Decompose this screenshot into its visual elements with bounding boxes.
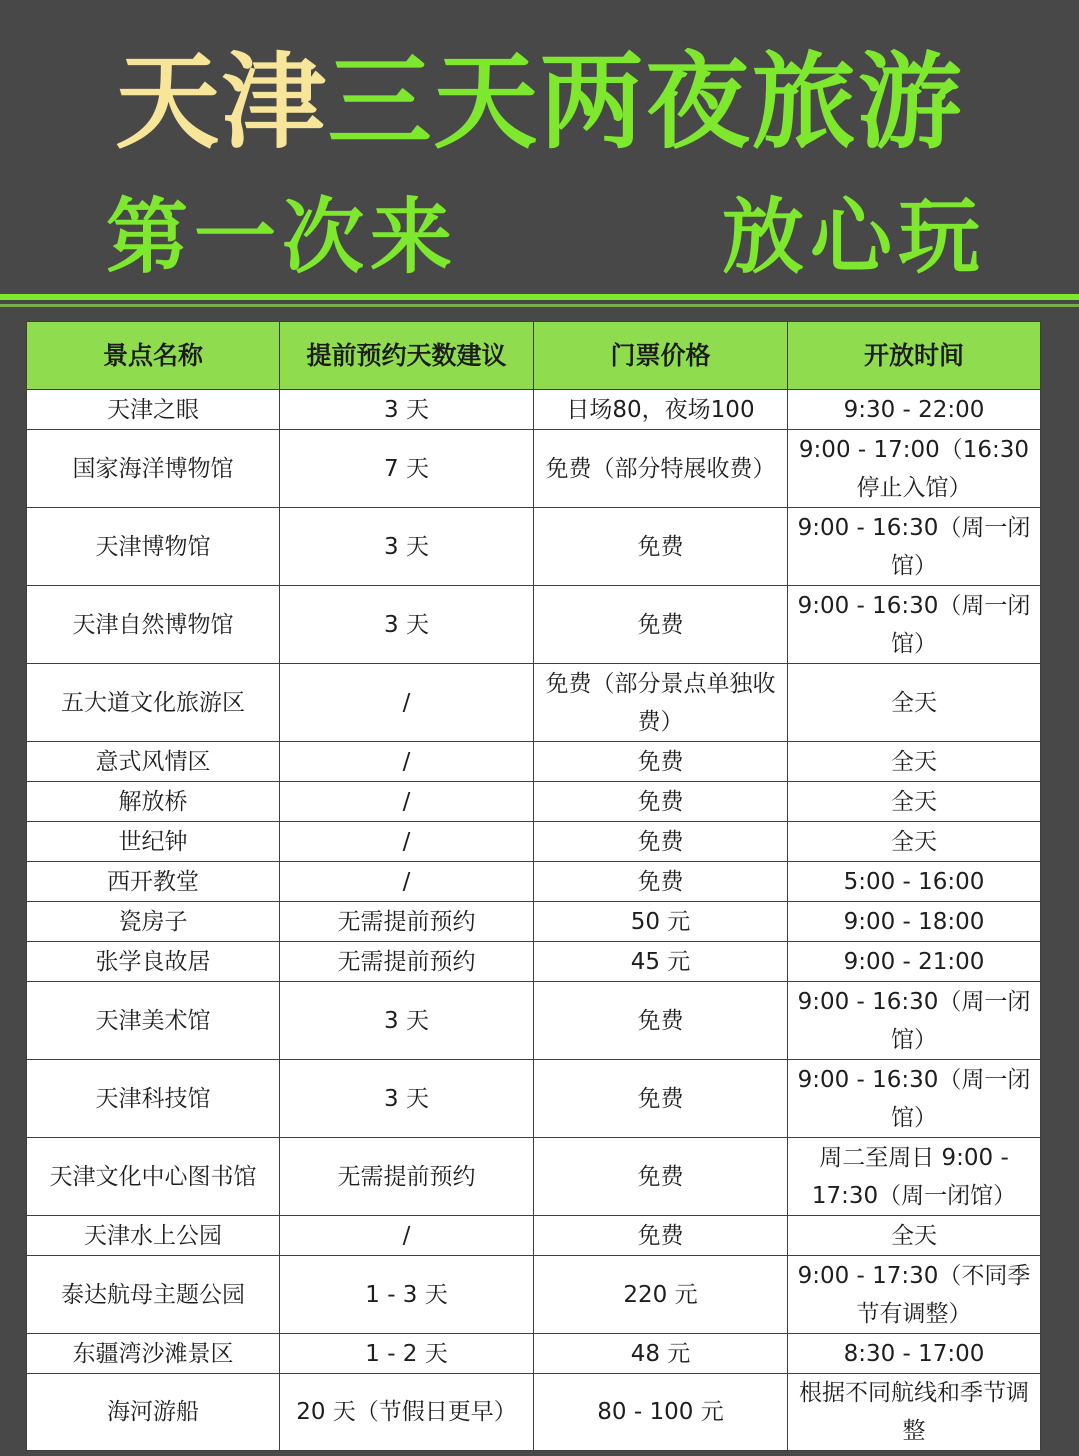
header-divider xyxy=(0,294,1079,300)
cell-booking: 3 天 xyxy=(280,508,534,586)
cell-booking: 1 - 2 天 xyxy=(280,1334,534,1374)
cell-name: 解放桥 xyxy=(27,782,280,822)
cell-price: 日场80，夜场100 xyxy=(534,390,788,430)
cell-name: 西开教堂 xyxy=(27,862,280,902)
table-row xyxy=(27,942,1041,982)
cell-booking: 20 天（节假日更早） xyxy=(280,1374,534,1451)
column-header-price: 门票价格 xyxy=(534,322,788,390)
cell-price: 免费（部分景点单独收费） xyxy=(534,664,788,742)
page-title xyxy=(0,42,1079,162)
cell-hours: 9:00 - 17:30（不同季节有调整） xyxy=(788,1256,1041,1334)
cell-price: 45 元 xyxy=(534,942,788,982)
cell-price: 免费 xyxy=(534,1216,788,1256)
cell-price: 免费 xyxy=(534,1138,788,1216)
table-row xyxy=(27,982,1041,1060)
table-row xyxy=(27,782,1041,822)
cell-booking: / xyxy=(280,742,534,782)
cell-price: 免费 xyxy=(534,1060,788,1138)
title-trip: 三天两夜旅游 xyxy=(327,41,964,163)
title-city: 天津 xyxy=(115,41,328,163)
cell-hours: 周二至周日 9:00 - 17:30（周一闭馆） xyxy=(788,1138,1041,1216)
cell-booking: / xyxy=(280,1216,534,1256)
table-row xyxy=(27,1374,1041,1451)
cell-price: 免费 xyxy=(534,508,788,586)
table-row xyxy=(27,1216,1041,1256)
table-row xyxy=(27,664,1041,742)
table-row xyxy=(27,430,1041,508)
column-header-booking: 提前预约天数建议 xyxy=(280,322,534,390)
cell-hours: 8:30 - 17:00 xyxy=(788,1334,1041,1374)
cell-name: 世纪钟 xyxy=(27,822,280,862)
table-row xyxy=(27,390,1041,430)
cell-hours: 9:00 - 18:00 xyxy=(788,902,1041,942)
attractions-table-container xyxy=(26,321,1040,1450)
cell-price: 50 元 xyxy=(534,902,788,942)
cell-price: 80 - 100 元 xyxy=(534,1374,788,1451)
cell-name: 张学良故居 xyxy=(27,942,280,982)
cell-name: 天津文化中心图书馆 xyxy=(27,1138,280,1216)
column-header-name: 景点名称 xyxy=(27,322,280,390)
cell-hours: 全天 xyxy=(788,822,1041,862)
cell-name: 五大道文化旅游区 xyxy=(27,664,280,742)
cell-hours: 9:00 - 16:30（周一闭馆） xyxy=(788,508,1041,586)
cell-name: 国家海洋博物馆 xyxy=(27,430,280,508)
cell-hours: 全天 xyxy=(788,664,1041,742)
cell-price: 免费 xyxy=(534,782,788,822)
table-row xyxy=(27,1256,1041,1334)
cell-price: 220 元 xyxy=(534,1256,788,1334)
cell-name: 海河游船 xyxy=(27,1374,280,1451)
subtitle-right: 放心玩 xyxy=(722,190,987,285)
cell-name: 瓷房子 xyxy=(27,902,280,942)
cell-booking: 3 天 xyxy=(280,586,534,664)
attractions-table xyxy=(26,321,1041,1451)
cell-hours: 9:00 - 16:30（周一闭馆） xyxy=(788,982,1041,1060)
cell-hours: 9:00 - 17:00（16:30 停止入馆） xyxy=(788,430,1041,508)
table-row xyxy=(27,508,1041,586)
cell-booking: / xyxy=(280,664,534,742)
table-row xyxy=(27,1060,1041,1138)
cell-hours: 全天 xyxy=(788,1216,1041,1256)
cell-price: 免费 xyxy=(534,862,788,902)
cell-booking: / xyxy=(280,862,534,902)
cell-booking: 无需提前预约 xyxy=(280,902,534,942)
cell-price: 免费 xyxy=(534,822,788,862)
table-row xyxy=(27,586,1041,664)
cell-name: 东疆湾沙滩景区 xyxy=(27,1334,280,1374)
table-row xyxy=(27,742,1041,782)
table-row xyxy=(27,1138,1041,1216)
cell-hours: 全天 xyxy=(788,742,1041,782)
column-header-hours: 开放时间 xyxy=(788,322,1041,390)
cell-name: 泰达航母主题公园 xyxy=(27,1256,280,1334)
cell-name: 天津自然博物馆 xyxy=(27,586,280,664)
cell-hours: 根据不同航线和季节调整 xyxy=(788,1374,1041,1451)
cell-price: 免费 xyxy=(534,982,788,1060)
cell-name: 天津博物馆 xyxy=(27,508,280,586)
cell-booking: 1 - 3 天 xyxy=(280,1256,534,1334)
cell-booking: 3 天 xyxy=(280,1060,534,1138)
cell-name: 意式风情区 xyxy=(27,742,280,782)
cell-price: 免费 xyxy=(534,742,788,782)
table-row xyxy=(27,822,1041,862)
cell-price: 免费（部分特展收费） xyxy=(534,430,788,508)
cell-booking: / xyxy=(280,782,534,822)
cell-hours: 9:00 - 16:30（周一闭馆） xyxy=(788,1060,1041,1138)
table-row xyxy=(27,902,1041,942)
cell-booking: 7 天 xyxy=(280,430,534,508)
cell-name: 天津美术馆 xyxy=(27,982,280,1060)
cell-booking: 无需提前预约 xyxy=(280,942,534,982)
table-header-row xyxy=(27,322,1041,390)
cell-booking: 3 天 xyxy=(280,982,534,1060)
cell-hours: 9:00 - 16:30（周一闭馆） xyxy=(788,586,1041,664)
cell-name: 天津之眼 xyxy=(27,390,280,430)
cell-name: 天津水上公园 xyxy=(27,1216,280,1256)
header-divider-thin xyxy=(0,304,1079,307)
cell-booking: 无需提前预约 xyxy=(280,1138,534,1216)
cell-hours: 5:00 - 16:00 xyxy=(788,862,1041,902)
cell-booking: / xyxy=(280,822,534,862)
cell-hours: 9:30 - 22:00 xyxy=(788,390,1041,430)
subtitle-left: 第一次来 xyxy=(106,190,459,285)
cell-booking: 3 天 xyxy=(280,390,534,430)
table-row xyxy=(27,862,1041,902)
subtitle xyxy=(0,188,1079,288)
cell-name: 天津科技馆 xyxy=(27,1060,280,1138)
cell-price: 免费 xyxy=(534,586,788,664)
cell-price: 48 元 xyxy=(534,1334,788,1374)
table-row xyxy=(27,1334,1041,1374)
cell-hours: 9:00 - 21:00 xyxy=(788,942,1041,982)
cell-hours: 全天 xyxy=(788,782,1041,822)
